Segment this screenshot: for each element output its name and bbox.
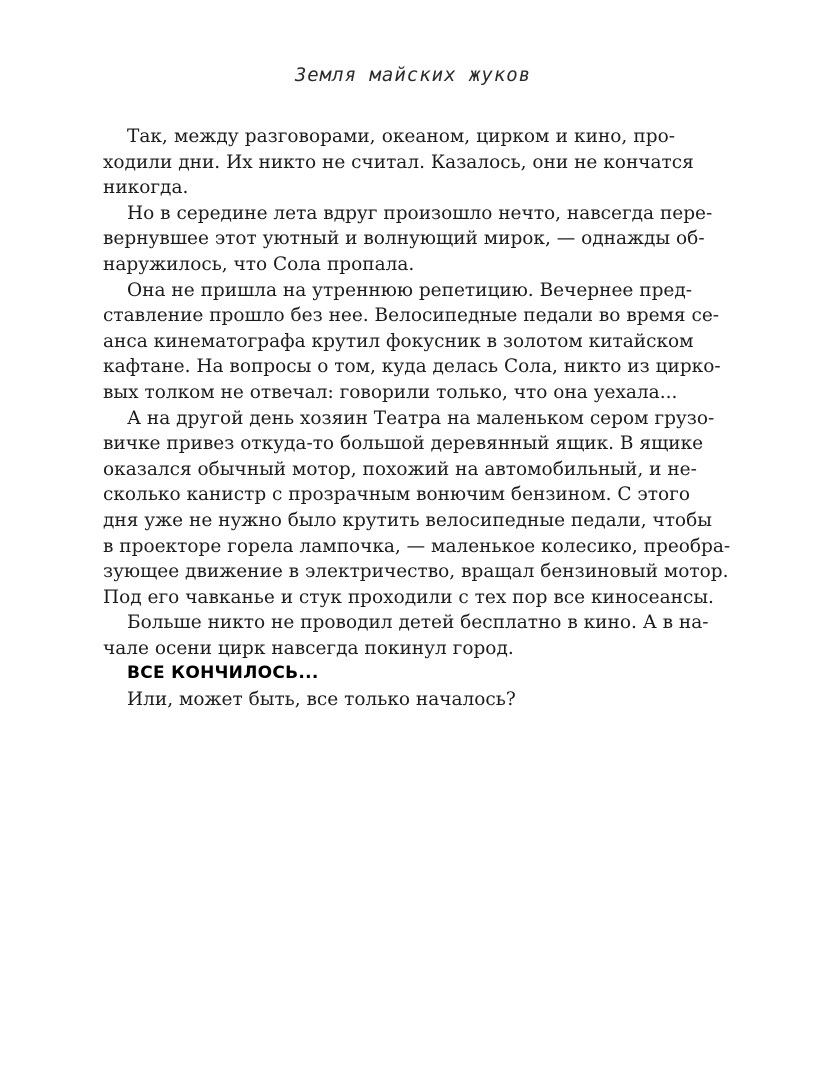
text-line: кафтане. На вопросы о том, куда делась Сола, никто из цирко- <box>103 356 721 378</box>
text-line: Она не пришла на утреннюю репетицию. Вечернее пред- <box>127 279 692 301</box>
text-line: анса кинематографа крутил фокусник в золотом китайском <box>103 330 694 352</box>
text-line: зующее движение в электричество, вращал бензиновый мотор. <box>103 561 729 583</box>
text-line: Больше никто не проводил детей бесплатно в кино. А в на- <box>127 612 709 634</box>
text-line: Под его чавканье и стук проходили с тех пор все киносеансы. <box>103 586 714 608</box>
section-heading: ВСЕ КОНЧИЛОСЬ... <box>127 663 319 684</box>
text-line: А на другой день хозяин Театра на маленьком сером грузо- <box>127 407 715 429</box>
text-line: чале осени цирк навсегда покинул город. <box>103 637 514 659</box>
text-line: никогда. <box>103 177 189 199</box>
text-line: наружилось, что Сола пропала. <box>103 253 415 275</box>
text-line: в проекторе горела лампочка, — маленькое колесико, преобра- <box>103 535 731 557</box>
text-line: вернувшее этот уютный и волнующий мирок, — однажды об- <box>103 228 705 250</box>
text-line: вых толком не отвечал: говорили только, что она уехала... <box>103 381 678 403</box>
text-line: ходили дни. Их никто не считал. Казалось, они не кончатся <box>103 151 694 173</box>
text-line: Так, между разговорами, океаном, цирком и кино, про- <box>127 126 675 147</box>
text-line: ставление прошло без нее. Велосипедные педали во время се- <box>103 305 720 327</box>
text-line: оказался обычный мотор, похожий на автомобильный, и не- <box>103 458 697 480</box>
text-line: сколько канистр с прозрачным вонючим бензином. С этого <box>103 484 690 506</box>
running-head: Земля майских жуков <box>294 64 532 86</box>
text-line: вичке привез откуда-то большой деревянный ящик. В ящике <box>103 433 704 455</box>
text-line: Или, может быть, все только началось? <box>127 689 516 711</box>
text-line: Но в середине лета вдруг произошло нечто, навсегда пере- <box>127 202 713 224</box>
chapter-text <box>103 124 731 713</box>
text-line: дня уже не нужно было крутить велосипедные педали, чтобы <box>103 509 712 531</box>
